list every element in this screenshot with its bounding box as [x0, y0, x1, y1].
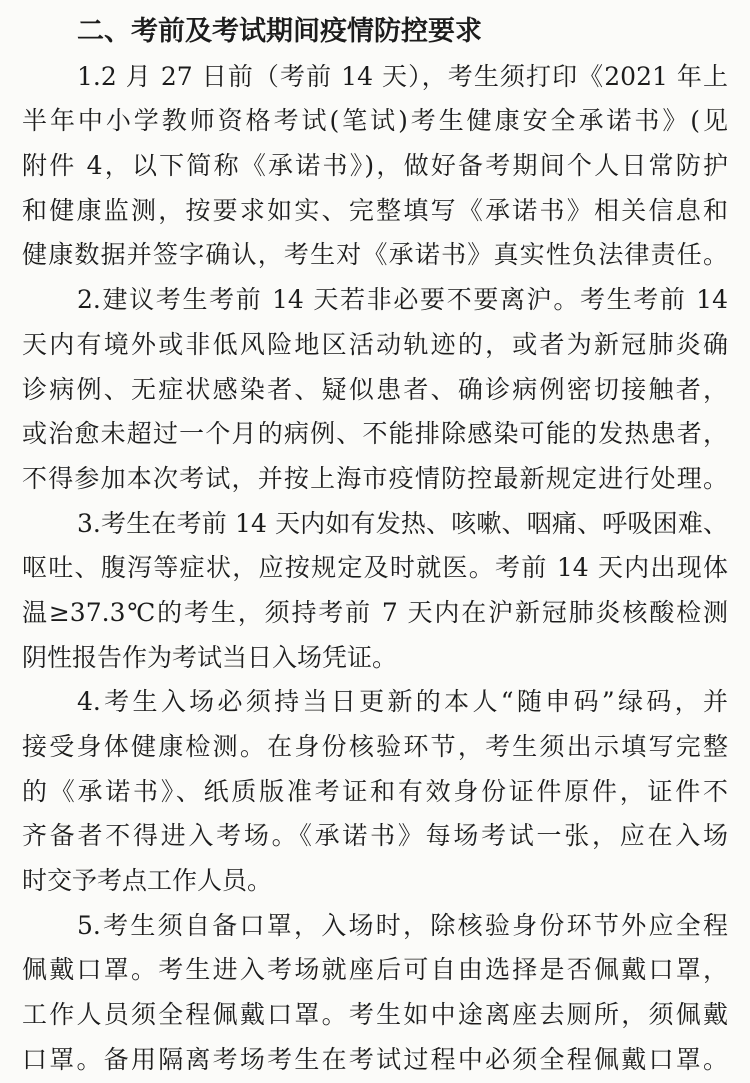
paragraph-2 — [0, 278, 750, 501]
text-line: 5.考生须自备口罩，入场时，除核验身份环节外应全程 — [77, 910, 728, 940]
text-line: 工作人员须全程佩戴口罩。考生如中途离座去厕所，须佩戴 — [22, 1000, 728, 1030]
text-line: 或治愈未超过一个月的病例、不能排除感染可能的发热患者， — [22, 419, 728, 449]
text-line: 天内有境外或非低风险地区活动轨迹的，或者为新冠肺炎确 — [22, 329, 728, 359]
paragraph-4 — [0, 680, 750, 903]
text-line: 和健康监测，按要求如实、完整填写《承诺书》相关信息和 — [22, 195, 728, 225]
section-heading: 二、考前及考试期间疫情防控要求 — [77, 16, 482, 47]
text-line: 2.建议考生考前 14 天若非必要不要离沪。考生考前 14 — [77, 285, 728, 315]
text-line: 齐备者不得进入考场。《承诺书》每场考试一张，应在入场 — [22, 821, 728, 851]
text-line: 时交予考点工作人员。 — [22, 866, 273, 896]
paragraph-3 — [0, 502, 750, 681]
paragraph-5 — [0, 904, 750, 1083]
text-line: 1.2 月 27 日前（考前 14 天），考生须打印《2021 年上 — [77, 61, 728, 91]
text-line: 接受身体健康检测。在身份核验环节，考生须出示填写完整 — [22, 732, 728, 761]
text-line: 不得参加本次考试，并按上海市疫情防控最新规定进行处理。 — [22, 463, 728, 493]
text-line: 半年中小学教师资格考试(笔试)考生健康安全承诺书》(见 — [22, 106, 728, 136]
text-line: 呕吐、腹泻等症状，应按规定及时就医。考前 14 天内出现体 — [22, 553, 728, 583]
text-line: 3.考生在考前 14 天内如有发热、咳嗽、咽痛、呼吸困难、 — [77, 508, 728, 538]
text-line: 健康数据并签字确认，考生对《承诺书》真实性负法律责任。 — [22, 240, 728, 270]
text-line: 温≥37.3℃的考生，须持考前 7 天内在沪新冠肺炎核酸检测 — [22, 597, 728, 627]
text-line: 诊病例、无症状感染者、疑似患者、确诊病例密切接触者， — [22, 374, 728, 404]
text-line: 附件 4，以下简称《承诺书》)，做好备考期间个人日常防护 — [22, 151, 728, 181]
text-line: 阴性报告作为考试当日入场凭证。 — [22, 642, 398, 672]
text-line: 佩戴口罩。考生进入考场就座后可自由选择是否佩戴口罩， — [22, 955, 728, 985]
text-line: 口罩。备用隔离考场考生在考试过程中必须全程佩戴口罩。 — [22, 1044, 728, 1074]
paragraph-1 — [0, 55, 750, 278]
text-line: 的《承诺书》、纸质版准考证和有效身份证件原件，证件不 — [22, 776, 728, 806]
text-line: 4.考生入场必须持当日更新的本人“随申码”绿码，并 — [77, 687, 728, 717]
